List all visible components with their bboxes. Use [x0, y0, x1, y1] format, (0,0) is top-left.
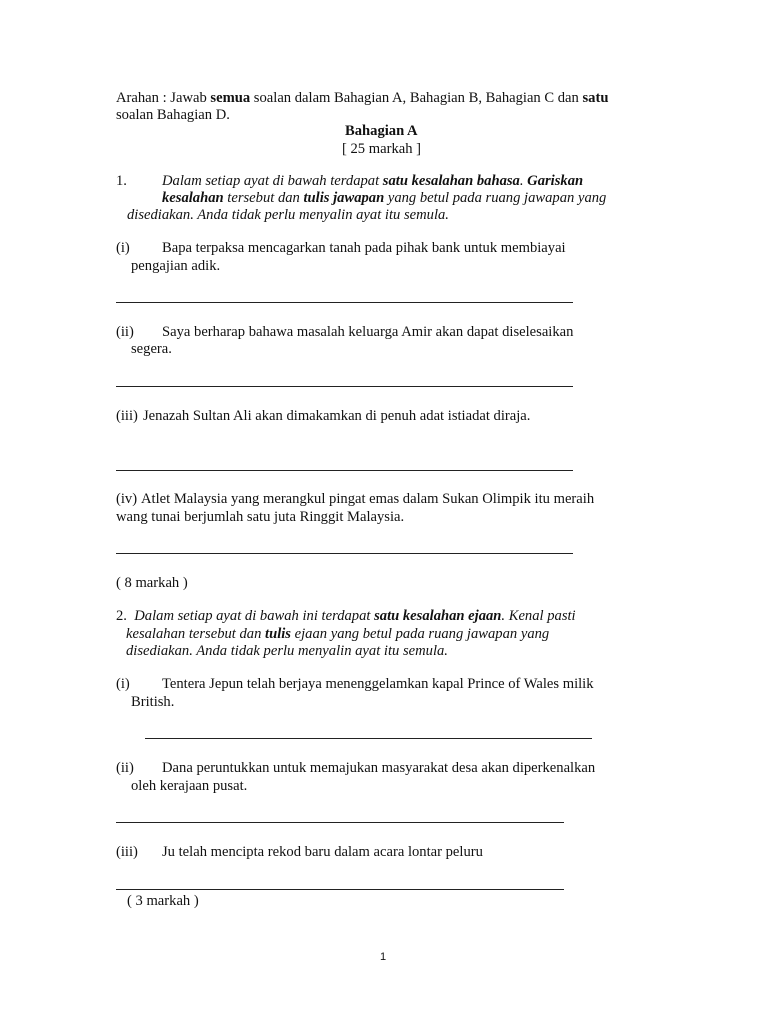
q2-item-text: Tentera Jepun telah berjaya menenggelamkan kapal Prince of Wales milik [162, 676, 594, 692]
instruction-line-1: Arahan : Jawab semua soalan dalam Bahagian A, Bahagian B, Bahagian C dan satu [116, 90, 609, 106]
q2-instruction-line-3: disediakan. Anda tidak perlu menyalin ayat itu semula. [126, 643, 448, 659]
answer-line[interactable] [116, 822, 564, 823]
q1-item-text: Atlet Malaysia yang merangkul pingat emas dalam Sukan Olimpik itu meraih [141, 491, 595, 507]
q1-number: 1. [116, 173, 127, 189]
q2-item-text: Dana peruntukkan untuk memajukan masyarakat desa akan diperkenalkan [162, 760, 596, 776]
section-title: Bahagian A [345, 123, 418, 139]
page-number: 1 [380, 951, 387, 963]
q2-item-text-cont: oleh kerajaan pusat. [131, 778, 248, 794]
q1-item-label: (ii) [116, 324, 134, 340]
q1-item-label: (i) [116, 240, 130, 256]
q1-item-text: Saya berharap bahawa masalah keluarga Amir akan dapat diselesaikan [162, 324, 574, 340]
q1-item-label: (iii) [116, 408, 138, 424]
q1-instruction-line-2: kesalahan tersebut dan tulis jawapan yang betul pada ruang jawapan yang [162, 190, 607, 206]
section-marks: [ 25 markah ] [342, 141, 422, 157]
q2-item-label: (iii) [116, 844, 138, 860]
answer-line[interactable] [116, 386, 573, 387]
q1-item-text: Bapa terpaksa mencagarkan tanah pada pihak bank untuk membiayai [162, 240, 566, 256]
answer-line[interactable] [116, 470, 573, 471]
q2-marks: ( 3 markah ) [127, 893, 199, 909]
q2-item-label: (ii) [116, 760, 134, 776]
q1-instruction-line-1: Dalam setiap ayat di bawah terdapat satu kesalahan bahasa. Gariskan [162, 173, 584, 189]
q1-item-text-cont: segera. [131, 341, 172, 357]
instruction-emphasis-semua: semua [210, 90, 251, 106]
q1-marks: ( 8 markah ) [116, 575, 188, 591]
q1-item-text-cont: wang tunai berjumlah satu juta Ringgit Malaysia. [116, 509, 405, 525]
answer-line[interactable] [116, 302, 573, 303]
answer-line[interactable] [116, 889, 564, 890]
q2-item-text-cont: British. [131, 694, 175, 710]
q1-item-label: (iv) [116, 491, 138, 507]
q1-item-text-cont: pengajian adik. [131, 258, 221, 274]
q2-number: 2. [116, 608, 127, 624]
q2-item-text: Ju telah mencipta rekod baru dalam acara lontar peluru [162, 844, 483, 860]
q2-instruction-line-2: kesalahan tersebut dan tulis ejaan yang betul pada ruang jawapan yang [126, 626, 550, 642]
instruction-line-2: soalan Bahagian D. [116, 107, 230, 123]
q1-item-text: Jenazah Sultan Ali akan dimakamkan di penuh adat istiadat diraja. [143, 408, 531, 424]
instruction-emphasis-satu: satu [582, 90, 609, 106]
answer-line[interactable] [145, 738, 592, 739]
q2-item-label: (i) [116, 676, 130, 692]
answer-line[interactable] [116, 553, 573, 554]
q1-instruction-line-3: disediakan. Anda tidak perlu menyalin ayat itu semula. [127, 207, 449, 223]
q2-instruction-line-1: 2. Dalam setiap ayat di bawah ini terdapat satu kesalahan ejaan. Kenal pasti [116, 608, 576, 624]
